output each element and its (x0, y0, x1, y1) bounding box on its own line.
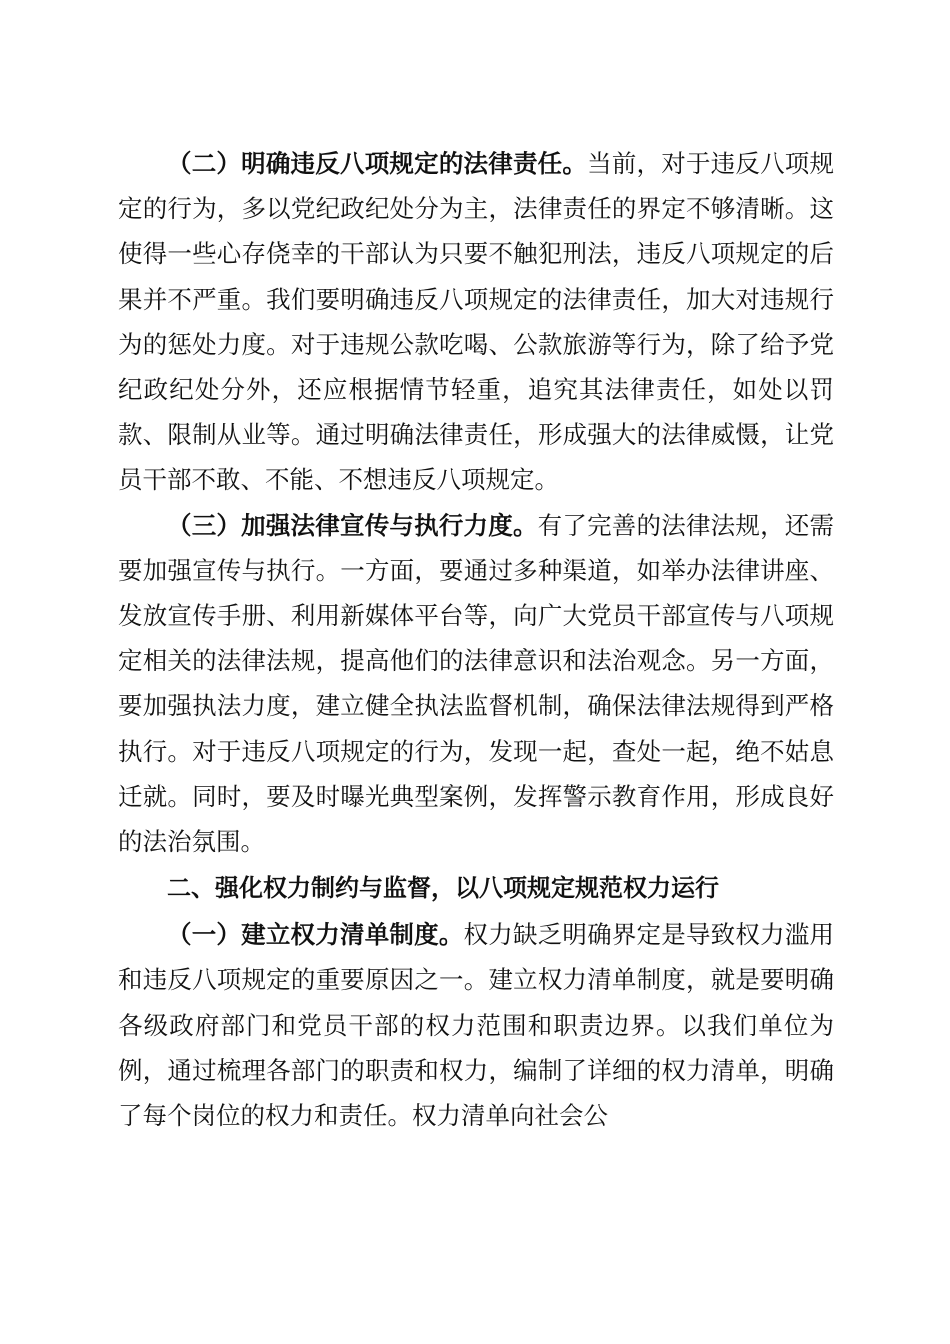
paragraph-lead: （一）建立权力清单制度。 (167, 920, 464, 950)
paragraph-legal-publicity (118, 503, 834, 865)
paragraph-body: 权力缺乏明确界定是导致权力滥用和违反八项规定的重要原因之一。建立权力清单制度，就是要明确各级政府部门和党员干部的权力范围和职责边界。以我们单位为例，通过梳理各部门的职责和权力，编制了详细的权力清单，明确了每个岗位的权力和责任。权力清单向社会公 (118, 920, 835, 1131)
paragraph-power-list (118, 912, 834, 1138)
paragraph-lead: （三）加强法律宣传与执行力度。 (167, 510, 538, 540)
paragraph-body: 有了完善的法律法规，还需要加强宣传与执行。一方面，要通过多种渠道，如举办法律讲座、发放宣传手册、利用新媒体平台等，向广大党员干部宣传与八项规定相关的法律法规，提高他们的法律意识和法治观念。另一方面，要加强执法力度，建立健全执法监督机制，确保法律法规得到严格执行。对于违反八项规定的行为，发现一起，查处一起，绝不姑息迁就。同时，要及时曝光典型案例，发挥警示教育作用，形成良好的法治氛围。 (118, 510, 834, 857)
document-page (118, 141, 834, 1138)
paragraph-lead: （二）明确违反八项规定的法律责任。 (167, 149, 588, 178)
section-heading: 二、强化权力制约与监督，以八项规定规范权力运行 (167, 874, 719, 903)
paragraph-body: 当前，对于违反八项规定的行为，多以党纪政纪处分为主，法律责任的界定不够清晰。这使得一些心存侥幸的干部认为只要不触犯刑法，违反八项规定的后果并不严重。我们要明确违反八项规定的法律责任，加大对违规行为的惩处力度。对于违规公款吃喝、公款旅游等行为，除了给予党纪政纪处分外，还应根据情节轻重，追究其法律责任，如处以罚款、限制从业等。通过明确法律责任，形成强大的法律威慑，让党员干部不敢、不能、不想违反八项规定。 (118, 149, 835, 495)
paragraph-legal-responsibility (118, 141, 834, 503)
